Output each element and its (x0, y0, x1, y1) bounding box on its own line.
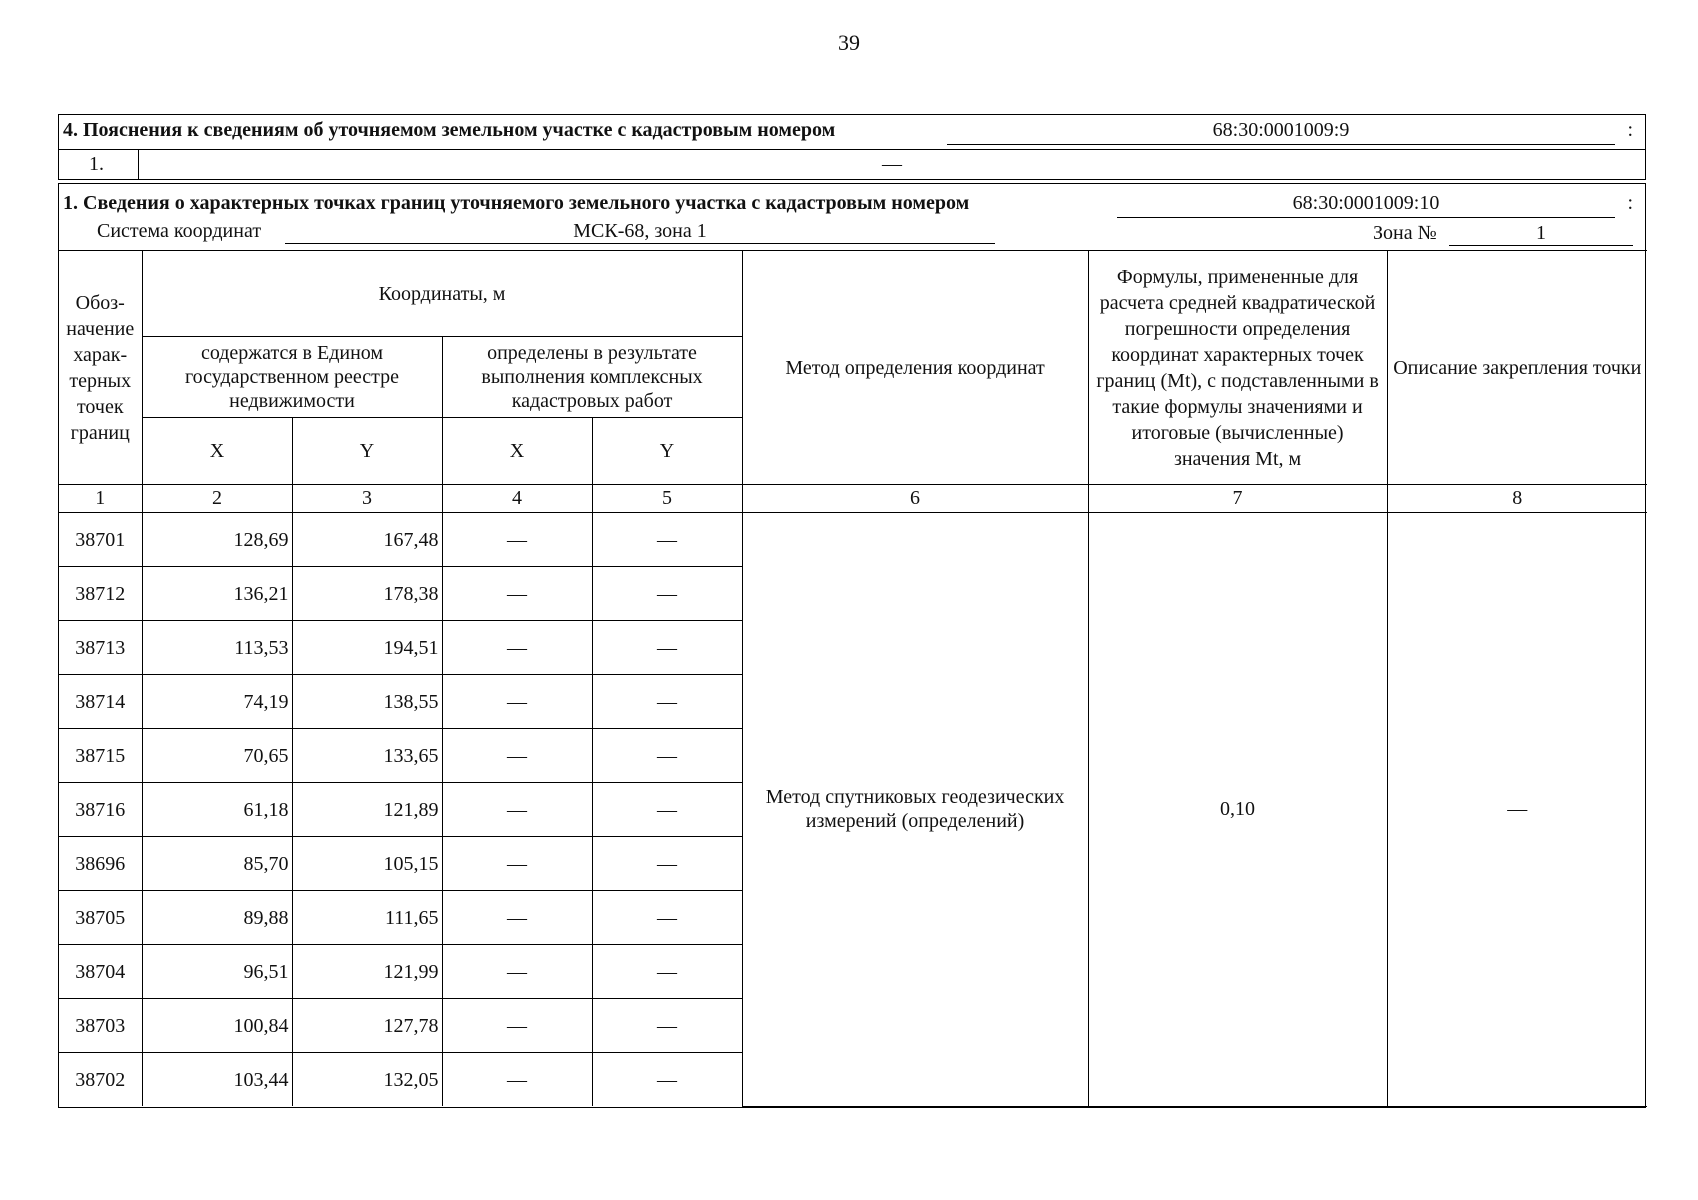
coord-system-value: МСК-68, зона 1 (285, 220, 995, 244)
x-registry: 103,44 (142, 1053, 292, 1107)
y-determined: — (592, 1053, 742, 1107)
point-id: 38714 (59, 675, 142, 729)
header-x2: X (442, 418, 592, 485)
section-4-title: 4. Пояснения к сведениям об уточняемом земельном участке с кадастровым номером (63, 119, 836, 141)
point-id: 38702 (59, 1053, 142, 1107)
y-determined: — (592, 729, 742, 783)
section-4-row (59, 150, 1645, 180)
y-determined: — (592, 675, 742, 729)
description-value: — (1387, 513, 1647, 1107)
y-determined: — (592, 999, 742, 1053)
y-determined: — (592, 621, 742, 675)
section-4-cadastral-number: 68:30:0001009:9 (947, 119, 1615, 145)
point-id: 38701 (59, 513, 142, 567)
x-determined: — (442, 729, 592, 783)
x-registry: 136,21 (142, 567, 292, 621)
x-determined: — (442, 675, 592, 729)
column-number: 4 (442, 485, 592, 513)
y-registry: 121,89 (292, 783, 442, 837)
section-4-colon: : (1627, 119, 1633, 141)
column-number: 2 (142, 485, 292, 513)
header-in-registry: содержатся в Едином государственном реестре недвижимости (142, 337, 442, 418)
x-registry: 89,88 (142, 891, 292, 945)
header-description: Описание закрепления точки (1387, 251, 1647, 485)
table-row (59, 513, 1647, 567)
y-determined: — (592, 945, 742, 999)
x-determined: — (442, 1053, 592, 1107)
y-registry: 133,65 (292, 729, 442, 783)
zone-label: Зона № (1373, 222, 1437, 244)
zone-value: 1 (1449, 222, 1633, 246)
point-id: 38712 (59, 567, 142, 621)
section-1-cadastral-number: 68:30:0001009:10 (1117, 192, 1615, 218)
section-4-header (59, 115, 1645, 150)
header-y1: Y (292, 418, 442, 485)
y-registry: 132,05 (292, 1053, 442, 1107)
column-number: 8 (1387, 485, 1647, 513)
x-registry: 128,69 (142, 513, 292, 567)
header-x1: X (142, 418, 292, 485)
method-value: Метод спутниковых геодезических измерений (определений) (742, 513, 1088, 1107)
y-registry: 138,55 (292, 675, 442, 729)
section-1-colon: : (1627, 192, 1633, 214)
x-registry: 61,18 (142, 783, 292, 837)
x-registry: 70,65 (142, 729, 292, 783)
section-1-header (59, 184, 1645, 250)
header-determined: определены в результате выполнения комплексных кадастровых работ (442, 337, 742, 418)
y-determined: — (592, 513, 742, 567)
y-determined: — (592, 783, 742, 837)
x-determined: — (442, 567, 592, 621)
section-4-row-number: 1. (59, 150, 139, 179)
x-registry: 96,51 (142, 945, 292, 999)
header-coordinates: Координаты, м (142, 251, 742, 337)
y-determined: — (592, 837, 742, 891)
point-id: 38713 (59, 621, 142, 675)
page-number: 39 (838, 30, 860, 55)
column-number: 5 (592, 485, 742, 513)
y-registry: 194,51 (292, 621, 442, 675)
y-registry: 167,48 (292, 513, 442, 567)
y-registry: 127,78 (292, 999, 442, 1053)
column-number-row (59, 485, 1647, 513)
column-number: 6 (742, 485, 1088, 513)
y-registry: 111,65 (292, 891, 442, 945)
x-determined: — (442, 891, 592, 945)
x-determined: — (442, 621, 592, 675)
point-id: 38716 (59, 783, 142, 837)
point-id: 38703 (59, 999, 142, 1053)
section-1-title: 1. Сведения о характерных точках границ уточняемого земельного участка с кадастровым номером (63, 192, 970, 214)
y-registry: 105,15 (292, 837, 442, 891)
x-determined: — (442, 513, 592, 567)
x-registry: 74,19 (142, 675, 292, 729)
y-determined: — (592, 891, 742, 945)
section-1 (58, 183, 1646, 1108)
x-determined: — (442, 783, 592, 837)
header-y2: Y (592, 418, 742, 485)
section-4 (58, 114, 1646, 180)
header-method: Метод определения координат (742, 251, 1088, 485)
point-id: 38715 (59, 729, 142, 783)
point-id: 38704 (59, 945, 142, 999)
x-registry: 113,53 (142, 621, 292, 675)
mt-value: 0,10 (1088, 513, 1387, 1107)
point-id: 38696 (59, 837, 142, 891)
coord-system-label: Система координат (97, 220, 262, 242)
x-registry: 85,70 (142, 837, 292, 891)
point-id: 38705 (59, 891, 142, 945)
column-number: 1 (59, 485, 142, 513)
header-designation: Обоз-начение харак-терных точек границ (59, 251, 142, 485)
x-determined: — (442, 837, 592, 891)
header-formulas: Формулы, примененные для расчета средней квадратической погрешности определения координат характерных точек границ (Mt), с подставленными в такие формулы значениями и итоговые (вычисленные) значения Mt, м (1088, 251, 1387, 485)
x-determined: — (442, 945, 592, 999)
points-table (59, 250, 1647, 1107)
y-determined: — (592, 567, 742, 621)
x-registry: 100,84 (142, 999, 292, 1053)
y-registry: 121,99 (292, 945, 442, 999)
document-frame (58, 114, 1646, 1108)
x-determined: — (442, 999, 592, 1053)
column-number: 7 (1088, 485, 1387, 513)
y-registry: 178,38 (292, 567, 442, 621)
column-number: 3 (292, 485, 442, 513)
section-4-row-value: — (882, 153, 902, 175)
